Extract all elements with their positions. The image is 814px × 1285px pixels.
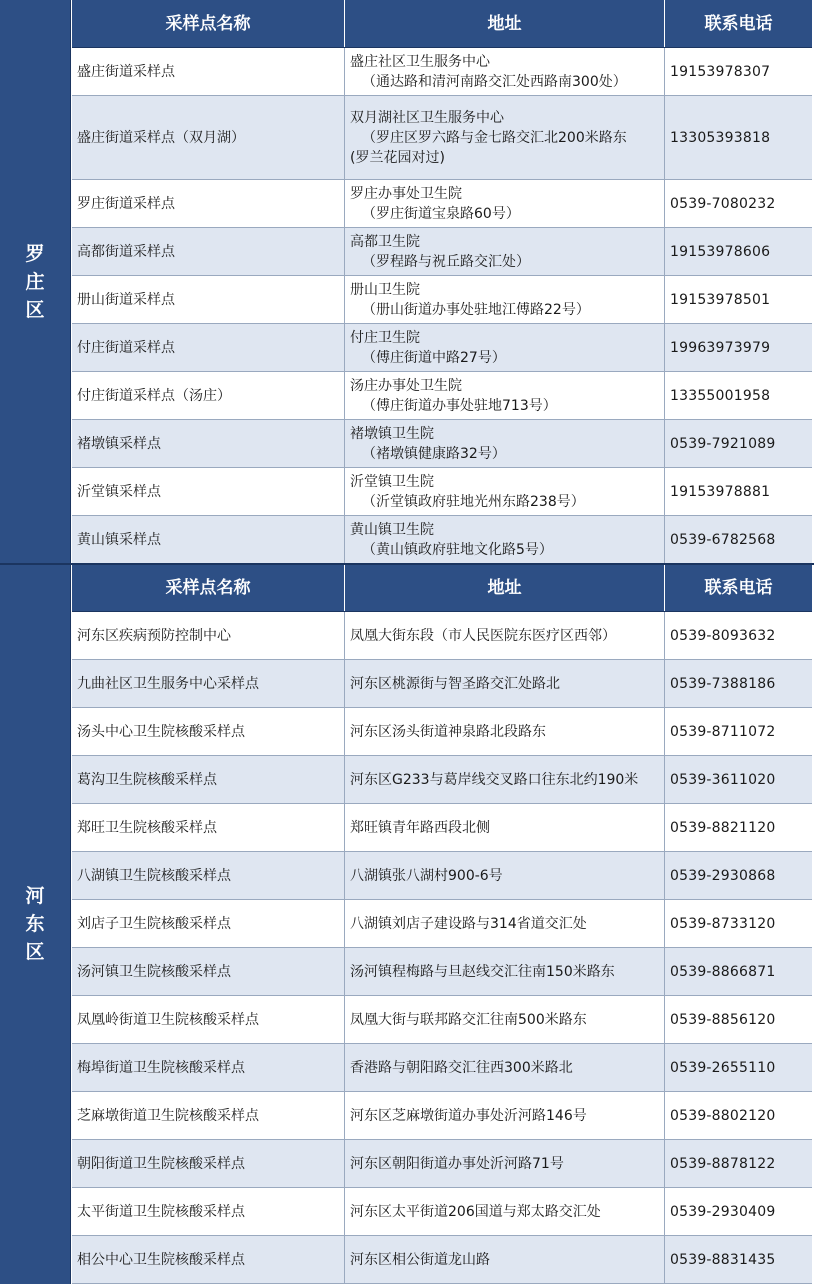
site-name: 黄山镇采样点 xyxy=(72,516,345,563)
table-row xyxy=(72,804,812,852)
site-address xyxy=(345,1188,665,1235)
table-row xyxy=(72,420,812,468)
site-address xyxy=(345,96,665,179)
address-line: 双月湖社区卫生服务中心 xyxy=(350,109,504,126)
site-phone: 0539-7921089 xyxy=(670,435,776,452)
table-row xyxy=(72,660,812,708)
address-line: 香港路与朝阳路交汇往西300米路北 xyxy=(350,1059,573,1076)
address-line: 郑旺镇青年路西段北侧 xyxy=(350,819,490,836)
district-label: 河东区 xyxy=(25,885,45,963)
site-address xyxy=(345,612,665,659)
site-address xyxy=(345,324,665,371)
site-address xyxy=(345,372,665,419)
district-label: 罗庄区 xyxy=(25,243,45,321)
district-section xyxy=(72,0,812,564)
table-row xyxy=(72,1236,812,1284)
table-row xyxy=(72,48,812,96)
table-row xyxy=(72,372,812,420)
site-name: 芝麻墩街道卫生院核酸采样点 xyxy=(72,1092,345,1139)
table-row xyxy=(72,708,812,756)
address-line: （通达路和清河南路交汇处西路南300处） xyxy=(362,73,627,90)
site-name: 付庄街道采样点 xyxy=(72,324,345,371)
address-line: （傅庄街道中路27号） xyxy=(362,349,506,366)
site-address xyxy=(345,708,665,755)
site-address xyxy=(345,900,665,947)
table-row xyxy=(72,1188,812,1236)
district-cell xyxy=(0,0,71,564)
site-name: 刘店子卫生院核酸采样点 xyxy=(72,900,345,947)
table-row xyxy=(72,180,812,228)
address-line: （沂堂镇政府驻地光州东路238号） xyxy=(362,493,585,510)
address-line: 沂堂镇卫生院 xyxy=(350,473,434,490)
table-row xyxy=(72,228,812,276)
site-phone: 0539-8878122 xyxy=(670,1155,776,1172)
address-line: （罗庄街道宝泉路60号） xyxy=(362,205,520,222)
address-line: 盛庄社区卫生服务中心 xyxy=(350,53,490,70)
site-address xyxy=(345,660,665,707)
site-name: 太平街道卫生院核酸采样点 xyxy=(72,1188,345,1235)
address-line: （褚墩镇健康路32号） xyxy=(362,445,506,462)
site-phone: 0539-3611020 xyxy=(670,771,776,788)
address-line: （傅庄街道办事处驻地713号） xyxy=(362,397,557,414)
site-address xyxy=(345,852,665,899)
site-name: 付庄街道采样点（汤庄） xyxy=(72,372,345,419)
table-row xyxy=(72,948,812,996)
site-phone: 0539-8821120 xyxy=(670,819,776,836)
site-name: 九曲社区卫生服务中心采样点 xyxy=(72,660,345,707)
address-line: 凤凰大街东段（市人民医院东医疗区西邻） xyxy=(350,627,616,644)
site-name: 汤头中心卫生院核酸采样点 xyxy=(72,708,345,755)
address-line: 付庄卫生院 xyxy=(350,329,420,346)
table-row xyxy=(72,516,812,564)
header-address: 地址 xyxy=(345,564,665,611)
table-row xyxy=(72,996,812,1044)
table-row xyxy=(72,96,812,180)
site-phone: 0539-2930409 xyxy=(670,1203,776,1220)
site-name: 盛庄街道采样点（双月湖） xyxy=(72,96,345,179)
table-row xyxy=(72,324,812,372)
address-line: 河东区相公街道龙山路 xyxy=(350,1251,490,1268)
address-line: 河东区太平街道206国道与郑太路交汇处 xyxy=(350,1203,601,1220)
table-row xyxy=(72,1140,812,1188)
site-address xyxy=(345,516,665,563)
site-name: 河东区疾病预防控制中心 xyxy=(72,612,345,659)
table-row xyxy=(72,468,812,516)
site-name: 褚墩镇采样点 xyxy=(72,420,345,467)
address-line: 褚墩镇卫生院 xyxy=(350,425,434,442)
header-name: 采样点名称 xyxy=(72,0,345,47)
site-phone: 0539-8866871 xyxy=(670,963,776,980)
site-phone: 19153978307 xyxy=(670,63,771,80)
address-line: （黄山镇政府驻地文化路5号） xyxy=(362,541,553,558)
header-name: 采样点名称 xyxy=(72,564,345,611)
address-line: (罗兰花园对过) xyxy=(350,149,445,166)
address-line: 凤凰大街与联邦路交汇往南500米路东 xyxy=(350,1011,587,1028)
site-phone: 19963973979 xyxy=(670,339,771,356)
header-row xyxy=(72,0,812,48)
site-phone: 0539-8711072 xyxy=(670,723,776,740)
address-line: （罗庄区罗六路与金七路交汇北200米路东 xyxy=(362,129,627,146)
site-address xyxy=(345,180,665,227)
site-phone: 0539-8802120 xyxy=(670,1107,776,1124)
site-address xyxy=(345,1044,665,1091)
section-divider xyxy=(0,563,814,565)
site-address xyxy=(345,276,665,323)
site-phone: 19153978501 xyxy=(670,291,771,308)
district-cell xyxy=(0,564,71,1284)
site-phone: 0539-8733120 xyxy=(670,915,776,932)
site-phone: 13355001958 xyxy=(670,387,771,404)
site-address xyxy=(345,996,665,1043)
table-row xyxy=(72,852,812,900)
site-phone: 0539-8856120 xyxy=(670,1011,776,1028)
site-address xyxy=(345,756,665,803)
address-line: 八湖镇刘店子建设路与314省道交汇处 xyxy=(350,915,587,932)
header-phone: 联系电话 xyxy=(704,577,773,598)
table-row xyxy=(72,900,812,948)
header-address: 地址 xyxy=(345,0,665,47)
site-name: 相公中心卫生院核酸采样点 xyxy=(72,1236,345,1283)
site-name: 郑旺卫生院核酸采样点 xyxy=(72,804,345,851)
address-line: 汤河镇程梅路与旦赵线交汇往南150米路东 xyxy=(350,963,615,980)
table-row xyxy=(72,612,812,660)
address-line: （册山街道办事处驻地江傅路22号） xyxy=(362,301,590,318)
site-phone: 0539-6782568 xyxy=(670,531,776,548)
site-address xyxy=(345,1236,665,1283)
site-phone: 19153978881 xyxy=(670,483,771,500)
address-line: 汤庄办事处卫生院 xyxy=(350,377,462,394)
site-name: 汤河镇卫生院核酸采样点 xyxy=(72,948,345,995)
address-line: 高都卫生院 xyxy=(350,233,420,250)
site-name: 葛沟卫生院核酸采样点 xyxy=(72,756,345,803)
address-line: 河东区G233与葛岸线交叉路口往东北约190米 xyxy=(350,771,639,788)
site-address xyxy=(345,804,665,851)
site-address xyxy=(345,48,665,95)
district-section xyxy=(72,564,812,1284)
site-address xyxy=(345,468,665,515)
site-phone: 0539-2655110 xyxy=(670,1059,776,1076)
table-row xyxy=(72,1044,812,1092)
site-address xyxy=(345,1092,665,1139)
header-row xyxy=(72,564,812,612)
address-line: 册山卫生院 xyxy=(350,281,420,298)
site-name: 高都街道采样点 xyxy=(72,228,345,275)
site-name: 梅埠街道卫生院核酸采样点 xyxy=(72,1044,345,1091)
site-address xyxy=(345,228,665,275)
site-address xyxy=(345,1140,665,1187)
address-line: 八湖镇张八湖村900-6号 xyxy=(350,867,503,884)
header-phone: 联系电话 xyxy=(704,13,773,34)
site-phone: 0539-8831435 xyxy=(670,1251,776,1268)
site-phone: 13305393818 xyxy=(670,129,771,146)
site-name: 朝阳街道卫生院核酸采样点 xyxy=(72,1140,345,1187)
address-line: 黄山镇卫生院 xyxy=(350,521,434,538)
table-row xyxy=(72,1092,812,1140)
address-line: （罗程路与祝丘路交汇处） xyxy=(362,253,530,270)
address-line: 河东区汤头街道神泉路北段路东 xyxy=(350,723,546,740)
site-phone: 0539-8093632 xyxy=(670,627,776,644)
site-name: 凤凰岭街道卫生院核酸采样点 xyxy=(72,996,345,1043)
site-name: 八湖镇卫生院核酸采样点 xyxy=(72,852,345,899)
address-line: 河东区桃源街与智圣路交汇处路北 xyxy=(350,675,560,692)
address-line: 河东区芝麻墩街道办事处沂河路146号 xyxy=(350,1107,587,1124)
site-name: 罗庄街道采样点 xyxy=(72,180,345,227)
address-line: 河东区朝阳街道办事处沂河路71号 xyxy=(350,1155,564,1172)
table-row xyxy=(72,276,812,324)
site-name: 册山街道采样点 xyxy=(72,276,345,323)
site-address xyxy=(345,420,665,467)
site-phone: 0539-2930868 xyxy=(670,867,776,884)
site-phone: 19153978606 xyxy=(670,243,771,260)
site-phone: 0539-7080232 xyxy=(670,195,776,212)
table-row xyxy=(72,756,812,804)
site-address xyxy=(345,948,665,995)
site-name: 沂堂镇采样点 xyxy=(72,468,345,515)
site-name: 盛庄街道采样点 xyxy=(72,48,345,95)
address-line: 罗庄办事处卫生院 xyxy=(350,185,462,202)
site-phone: 0539-7388186 xyxy=(670,675,776,692)
